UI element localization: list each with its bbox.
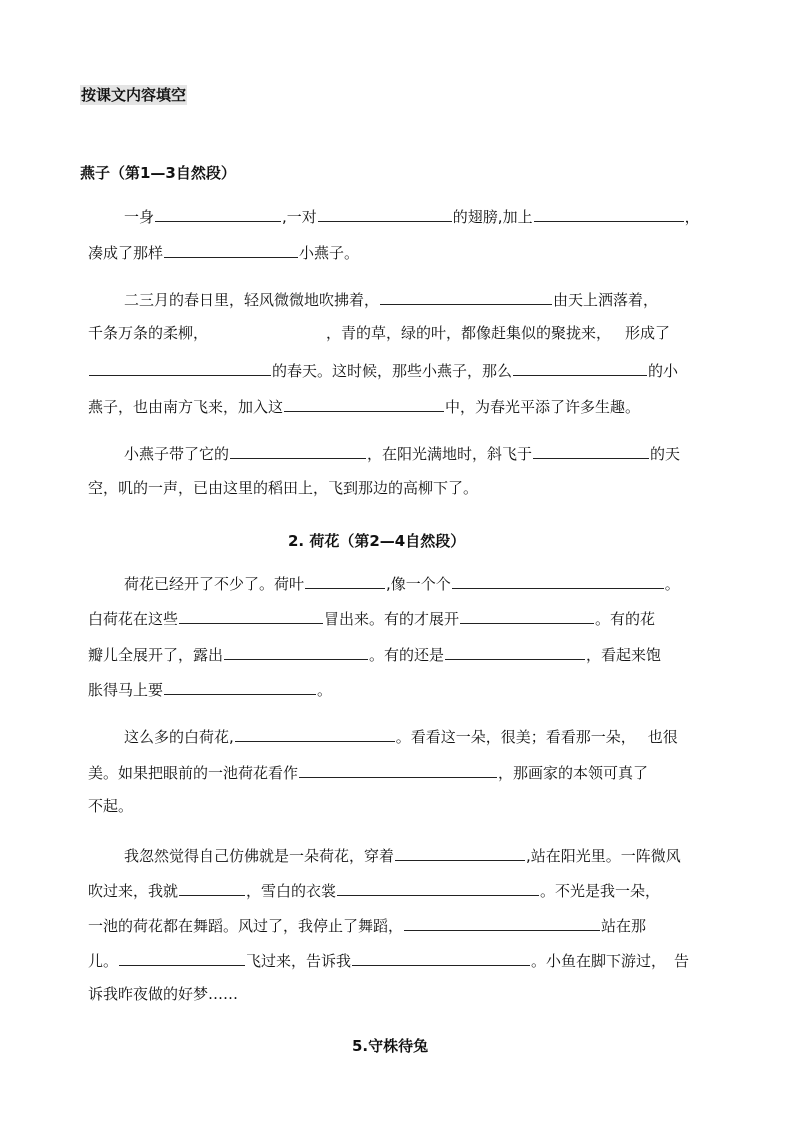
fill-blank[interactable] xyxy=(155,204,281,222)
fill-blank[interactable] xyxy=(299,760,497,778)
fill-blank[interactable] xyxy=(380,287,552,305)
text-run: 也很 xyxy=(647,728,678,746)
text-run: 的春天。这时候，那些小燕子，那么 xyxy=(272,362,513,380)
text-line xyxy=(88,795,133,817)
text-run: 千条万条的柔柳， xyxy=(88,324,209,342)
text-run: 由天上洒落着， xyxy=(553,291,659,309)
text-line xyxy=(124,724,678,748)
text-run: 这么多的白荷花, xyxy=(124,728,234,746)
text-run: 。小鱼在脚下游过， xyxy=(531,952,667,970)
fill-blank[interactable] xyxy=(318,204,452,222)
text-line xyxy=(88,948,689,972)
fill-blank[interactable] xyxy=(179,878,245,896)
text-run: ，看起来饱 xyxy=(586,646,662,664)
fill-blank[interactable] xyxy=(305,571,385,589)
text-run: 飞过来，告诉我 xyxy=(246,952,352,970)
text-run: 的翅膀,加上 xyxy=(452,208,533,226)
text-run: 的小 xyxy=(648,362,679,380)
text-run: ，在阳光满地时，斜飞于 xyxy=(367,445,533,463)
text-line xyxy=(88,358,678,382)
fill-blank[interactable] xyxy=(119,948,245,966)
section-title-lotus: 2. 荷花（第2—4自然段） xyxy=(288,532,466,550)
text-line xyxy=(124,571,680,595)
text-run: 。 xyxy=(664,575,680,593)
fill-blank[interactable] xyxy=(224,642,368,660)
text-line xyxy=(88,322,670,344)
text-run: 的天 xyxy=(650,445,681,463)
text-run: 。看看这一朵，很美；看看那一朵， xyxy=(395,728,636,746)
text-run: 不起。 xyxy=(88,797,134,815)
worksheet-instruction: 按课文内容填空 xyxy=(81,86,187,104)
text-run: 白荷花在这些 xyxy=(88,610,179,628)
text-run: ,像一个个 xyxy=(386,575,451,593)
text-run: 吹过来，我就 xyxy=(88,882,179,900)
text-line xyxy=(88,913,646,937)
text-line xyxy=(124,843,681,867)
text-run: 荷花已经开了不少了。荷叶 xyxy=(124,575,305,593)
fill-blank[interactable] xyxy=(179,606,323,624)
text-line xyxy=(88,240,359,264)
text-run: 二三月的春日里，轻风微微地吹拂着， xyxy=(124,291,380,309)
text-line xyxy=(88,760,648,784)
fill-blank[interactable] xyxy=(352,948,530,966)
fill-blank[interactable] xyxy=(164,677,316,695)
text-run: 冒出来。有的才展开 xyxy=(324,610,460,628)
text-run: 一池的荷花都在舞蹈。风过了，我停止了舞蹈， xyxy=(88,917,404,935)
text-run: 瓣儿全展开了，露出 xyxy=(88,646,224,664)
text-line xyxy=(88,983,238,1005)
fill-blank[interactable] xyxy=(452,571,664,589)
text-run: 我忽然觉得自己仿佛就是一朵荷花，穿着 xyxy=(124,847,395,865)
text-run: ，那画家的本领可真了 xyxy=(498,764,649,782)
fill-blank[interactable] xyxy=(164,240,298,258)
text-run: 美。如果把眼前的一池荷花看作 xyxy=(88,764,299,782)
text-run: ， xyxy=(684,208,700,226)
text-run: ,一对 xyxy=(282,208,317,226)
text-line xyxy=(124,441,680,465)
text-run: 。有的还是 xyxy=(369,646,445,664)
text-run: 一身 xyxy=(124,208,155,226)
fill-blank[interactable] xyxy=(337,878,539,896)
text-run: 空，叽的一声，已由这里的稻田上，飞到那边的高柳下了。 xyxy=(88,479,479,497)
fill-blank[interactable] xyxy=(445,642,585,660)
text-run: 小燕子。 xyxy=(299,244,360,262)
fill-blank[interactable] xyxy=(230,441,366,459)
text-run: 。 xyxy=(317,681,333,699)
fill-blank[interactable] xyxy=(460,606,594,624)
text-line xyxy=(124,287,658,311)
fill-blank[interactable] xyxy=(89,358,271,376)
text-line xyxy=(88,477,478,499)
text-line xyxy=(88,878,660,902)
text-run: ,站在阳光里。一阵微风 xyxy=(526,847,681,865)
fill-blank[interactable] xyxy=(395,843,525,861)
text-line xyxy=(88,677,332,701)
text-run: 中，为春光平添了许多生趣。 xyxy=(445,398,641,416)
text-run: 诉我昨夜做的好梦…… xyxy=(88,985,239,1003)
text-line xyxy=(88,642,661,666)
text-run: 燕子，也由南方飞来，加入这 xyxy=(88,398,284,416)
text-run: 凑成了那样 xyxy=(88,244,164,262)
fill-blank[interactable] xyxy=(513,358,647,376)
text-run: 站在那 xyxy=(601,917,647,935)
text-run: 。有的花 xyxy=(595,610,656,628)
fill-blank[interactable] xyxy=(534,204,684,222)
fill-blank[interactable] xyxy=(284,394,444,412)
text-run: 小燕子带了它的 xyxy=(124,445,230,463)
text-run: ，青的草，绿的叶，都像赶集似的聚拢来， xyxy=(326,324,612,342)
section-title-rabbit: 5.守株待兔 xyxy=(352,1037,429,1055)
text-run: 形成了 xyxy=(625,324,671,342)
text-run: 。不光是我一朵， xyxy=(540,882,661,900)
text-line xyxy=(124,204,700,228)
text-run: 告 xyxy=(674,952,690,970)
fill-blank[interactable] xyxy=(404,913,600,931)
text-run: ，雪白的衣裳 xyxy=(246,882,337,900)
text-run: 胀得马上要 xyxy=(88,681,164,699)
text-line xyxy=(88,606,655,630)
text-line xyxy=(88,394,640,418)
section-title-swallow: 燕子（第1—3自然段） xyxy=(80,164,236,182)
text-run: 儿。 xyxy=(88,952,119,970)
fill-blank[interactable] xyxy=(533,441,649,459)
fill-blank[interactable] xyxy=(235,724,395,742)
